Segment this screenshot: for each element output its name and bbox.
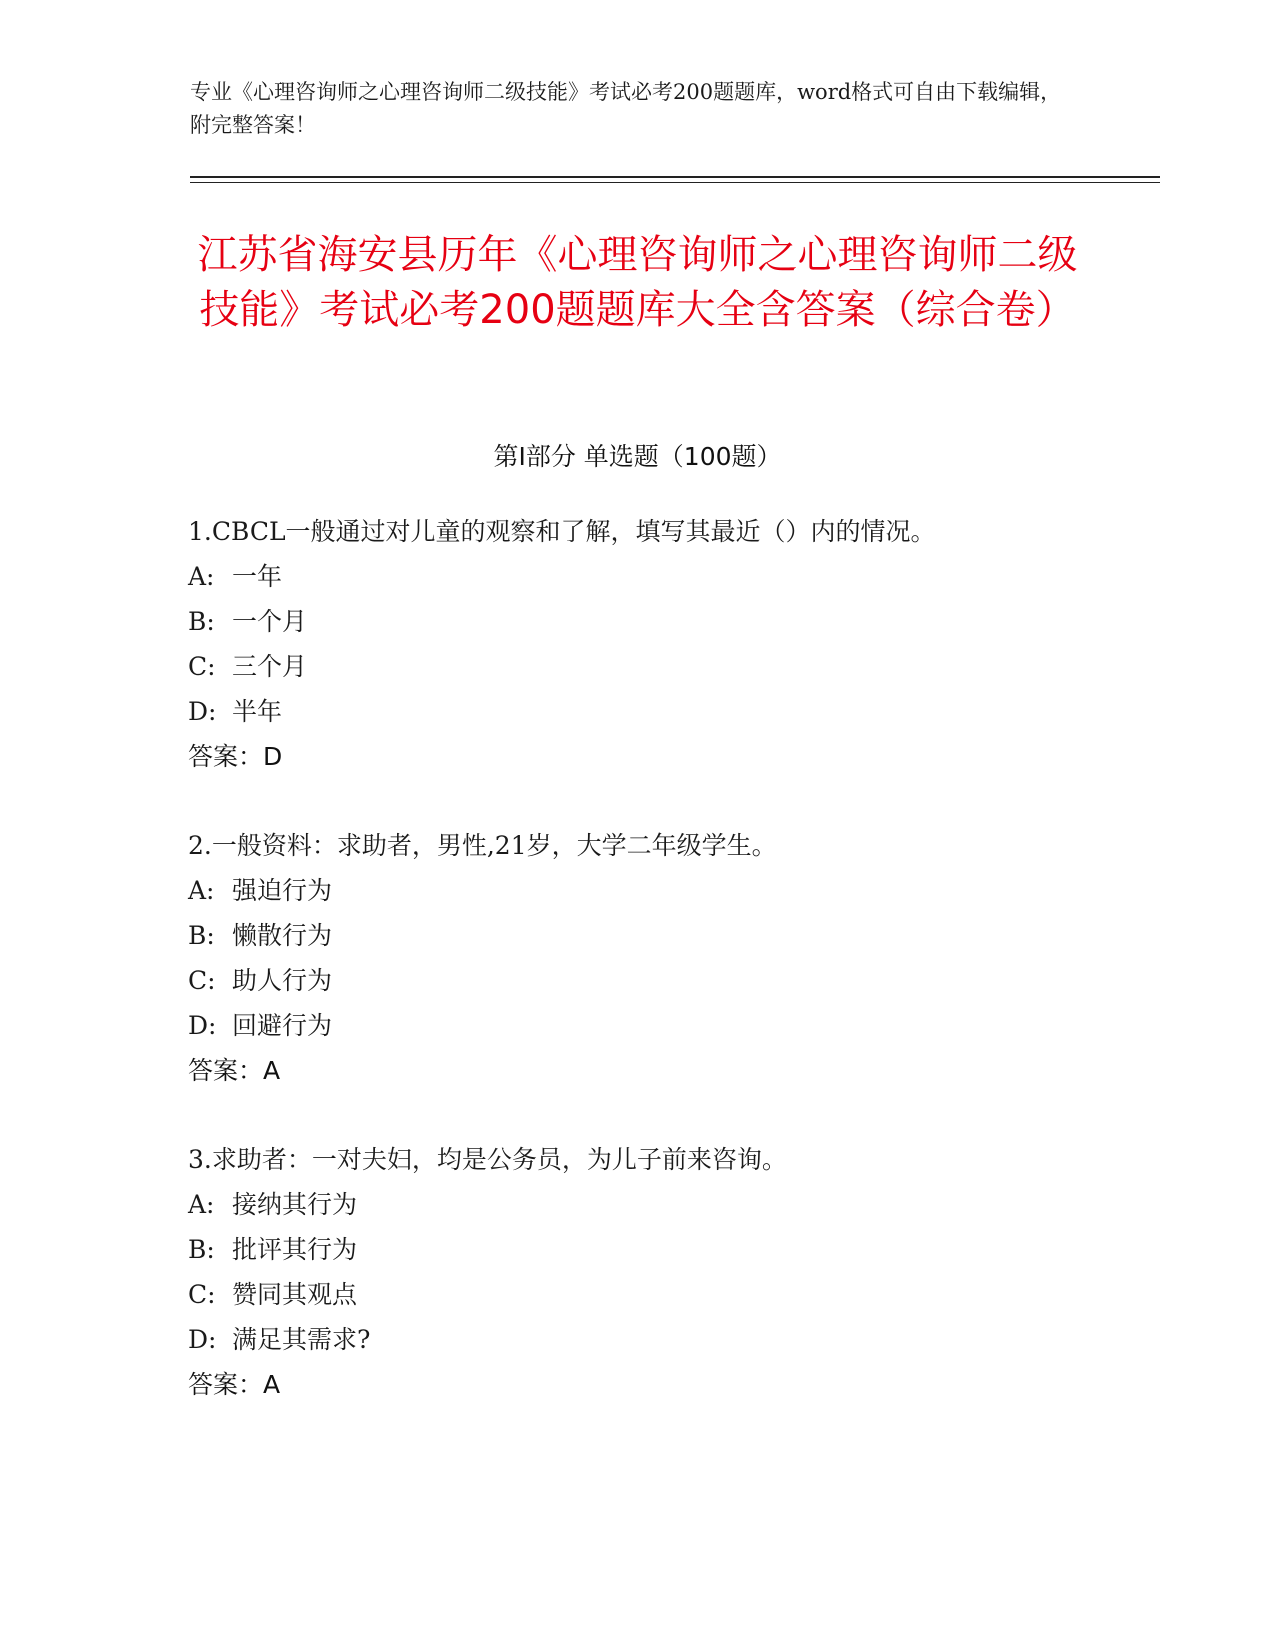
option-c (188, 1272, 1138, 1317)
option-text: 一个月 (232, 607, 308, 636)
answer-line: 答案：D (188, 742, 283, 771)
option-text: 满足其需求? (232, 1325, 371, 1354)
option-b (188, 913, 1138, 958)
option-letter: C: (188, 1280, 216, 1309)
option-letter: A: (188, 562, 215, 591)
option-text: 赞同其观点 (232, 1280, 358, 1309)
question-stem: 2.一般资料：求助者，男性,21岁，大学二年级学生。 (188, 831, 777, 860)
header-rule-thin (190, 182, 1160, 183)
option-c (188, 958, 1138, 1003)
option-a (188, 1182, 1138, 1227)
option-letter: C: (188, 652, 216, 681)
option-text: 半年 (232, 697, 283, 726)
option-c (188, 644, 1138, 689)
document-title: 江苏省海安县历年《心理咨询师之心理咨询师二级技能》考试必考200题题库大全含答案（综合卷） (197, 232, 1078, 333)
answer-line: 答案：A (188, 1056, 281, 1085)
header-rule-thick (190, 176, 1160, 178)
question-3 (188, 1137, 1138, 1407)
option-a (188, 868, 1138, 913)
question-stem: 1.CBCL一般通过对儿童的观察和了解，填写其最近（）内的情况。 (188, 517, 936, 546)
option-letter: C: (188, 966, 216, 995)
option-d (188, 1317, 1138, 1362)
option-letter: A: (188, 1190, 215, 1219)
option-letter: A: (188, 876, 215, 905)
question-stem: 3.求助者：一对夫妇，均是公务员，为儿子前来咨询。 (188, 1145, 787, 1174)
option-text: 接纳其行为 (232, 1190, 358, 1219)
question-1 (188, 509, 1138, 779)
section-title: 第Ⅰ部分 单选题（100题） (493, 442, 782, 471)
option-b (188, 599, 1138, 644)
option-d (188, 689, 1138, 734)
option-a (188, 554, 1138, 599)
option-d (188, 1003, 1138, 1048)
answer-line: 答案：A (188, 1370, 281, 1399)
header-note: 专业《心理咨询师之心理咨询师二级技能》考试必考200题题库，word格式可自由下载编辑，附完整答案！ (190, 80, 1062, 137)
option-letter: D: (188, 697, 217, 726)
option-text: 批评其行为 (232, 1235, 358, 1264)
option-text: 助人行为 (232, 966, 333, 995)
option-text: 强迫行为 (232, 876, 333, 905)
option-text: 三个月 (232, 652, 308, 681)
option-letter: B: (188, 607, 215, 636)
option-letter: D: (188, 1011, 217, 1040)
option-letter: B: (188, 921, 215, 950)
option-text: 回避行为 (232, 1011, 333, 1040)
option-text: 懒散行为 (232, 921, 333, 950)
question-2 (188, 823, 1138, 1093)
option-letter: B: (188, 1235, 215, 1264)
option-b (188, 1227, 1138, 1272)
option-letter: D: (188, 1325, 217, 1354)
option-text: 一年 (232, 562, 283, 591)
